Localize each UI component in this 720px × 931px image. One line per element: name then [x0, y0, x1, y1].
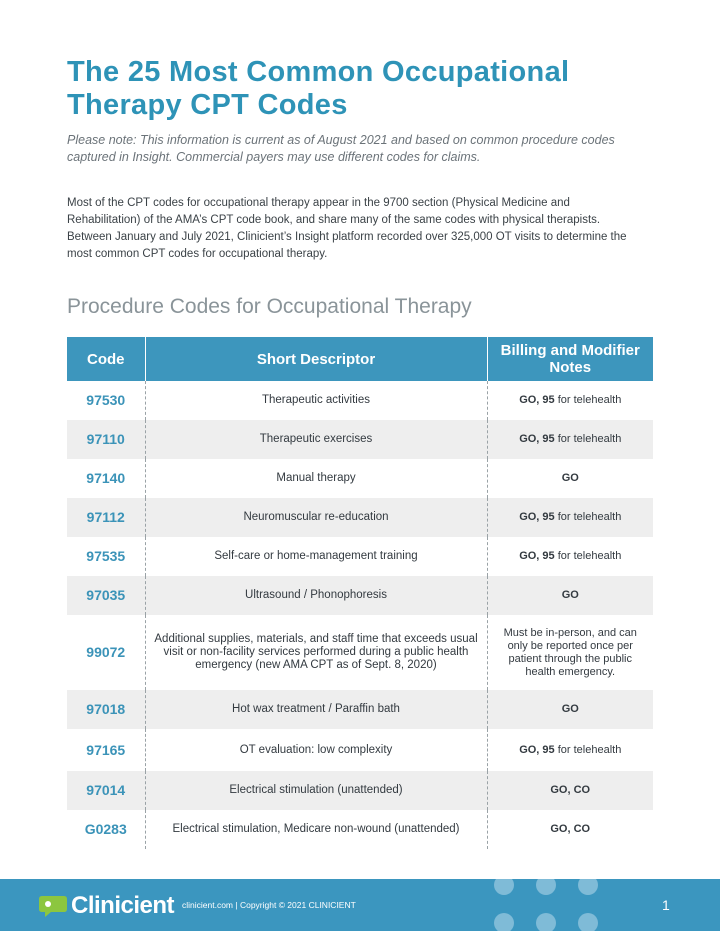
modifier-codes: GO	[561, 472, 579, 484]
cpt-code: 97530	[67, 381, 145, 420]
short-descriptor: Hot wax treatment / Paraffin bath	[145, 690, 487, 729]
table-row	[67, 690, 653, 729]
table-row	[67, 729, 653, 771]
modifier-codes: GO, 95	[519, 394, 555, 406]
short-descriptor: Ultrasound / Phonophoresis	[145, 576, 487, 615]
modifier-codes: GO, CO	[550, 784, 591, 796]
table-row	[67, 420, 653, 459]
section-heading: Procedure Codes for Occupational Therapy	[67, 295, 472, 318]
header-notes: Billing and Modifier Notes	[487, 337, 653, 381]
billing-notes	[487, 729, 653, 771]
footer-bar	[0, 879, 720, 931]
table-header-row	[67, 337, 653, 381]
modifier-note-text: Must be in-person, and can only be reported once per patient through the public health emergency.	[503, 626, 637, 678]
short-descriptor: Neuromuscular re-education	[145, 498, 487, 537]
cpt-code: 97018	[67, 690, 145, 729]
header-code: Code	[67, 337, 145, 381]
cpt-code: 97165	[67, 729, 145, 771]
decoration-dot	[536, 879, 556, 895]
disclaimer-note: Please note: This information is current as of August 2021 and based on common procedure codes captured in Insight. Commercial payers may use different codes for claims.	[67, 133, 615, 164]
modifier-note-text: for telehealth	[554, 743, 622, 756]
billing-notes	[487, 498, 653, 537]
modifier-codes: GO, 95	[519, 433, 555, 445]
short-descriptor: Electrical stimulation, Medicare non-wound (unattended)	[145, 810, 487, 849]
speech-bubble-logo-icon	[38, 894, 68, 918]
billing-notes	[487, 615, 653, 690]
billing-notes	[487, 459, 653, 498]
short-descriptor: Additional supplies, materials, and staff time that exceeds usual visit or non-facility services performed during a public health emergency (new AMA CPT as of Sept. 8, 2020)	[145, 615, 487, 690]
cpt-codes-table	[67, 337, 653, 849]
decoration-dot	[494, 913, 514, 931]
modifier-note-text: for telehealth	[554, 394, 622, 406]
footer-decoration-dots	[490, 879, 620, 931]
table-row	[67, 537, 653, 576]
logo-text: Clinicient	[71, 892, 175, 919]
short-descriptor: Therapeutic exercises	[145, 420, 487, 459]
modifier-codes: GO, 95	[519, 743, 555, 756]
table-body	[67, 381, 653, 849]
cpt-code: 97014	[67, 771, 145, 810]
table-row	[67, 381, 653, 420]
billing-notes	[487, 810, 653, 849]
decoration-dot	[536, 913, 556, 931]
decoration-dot	[578, 879, 598, 895]
short-descriptor: OT evaluation: low complexity	[145, 729, 487, 771]
short-descriptor: Electrical stimulation (unattended)	[145, 771, 487, 810]
cpt-code: 99072	[67, 615, 145, 690]
table-row	[67, 498, 653, 537]
modifier-note-text: for telehealth	[554, 433, 622, 445]
cpt-code: G0283	[67, 810, 145, 849]
footer-copyright: clinicient.com | Copyright © 2021 CLINICIENT	[182, 900, 356, 910]
table-row	[67, 576, 653, 615]
billing-notes	[487, 420, 653, 459]
modifier-codes: GO	[561, 703, 579, 715]
table-row	[67, 615, 653, 690]
billing-notes	[487, 690, 653, 729]
intro-paragraph: Most of the CPT codes for occupational therapy appear in the 9700 section (Physical Medicine and Rehabilitation) of the AMA’s CPT code book, and share many of the same codes with physical therapists. Between January and July 2021, Clinicient’s Insight platform recorded over 325,000 OT visits to determine the most common CPT codes for occupational therapy.	[67, 197, 627, 260]
billing-notes	[487, 576, 653, 615]
short-descriptor: Therapeutic activities	[145, 381, 487, 420]
table-row	[67, 810, 653, 849]
short-descriptor: Self-care or home-management training	[145, 537, 487, 576]
cpt-code: 97535	[67, 537, 145, 576]
modifier-codes: GO	[561, 589, 579, 601]
modifier-codes: GO, 95	[519, 511, 555, 523]
header-descriptor: Short Descriptor	[145, 337, 487, 381]
table-row	[67, 459, 653, 498]
decoration-dot	[578, 913, 598, 931]
billing-notes	[487, 771, 653, 810]
cpt-code: 97110	[67, 420, 145, 459]
short-descriptor: Manual therapy	[145, 459, 487, 498]
cpt-code: 97140	[67, 459, 145, 498]
page-number: 1	[662, 897, 670, 913]
modifier-note-text: for telehealth	[554, 550, 622, 562]
cpt-code: 97035	[67, 576, 145, 615]
page-title: The 25 Most Common Occupational Therapy CPT Codes	[67, 56, 570, 121]
modifier-codes: GO, 95	[519, 550, 555, 562]
clinicient-logo	[38, 893, 174, 919]
decoration-dot	[494, 879, 514, 895]
modifier-codes: GO, CO	[550, 823, 591, 835]
billing-notes	[487, 537, 653, 576]
billing-notes	[487, 381, 653, 420]
modifier-note-text: for telehealth	[554, 511, 622, 523]
cpt-code: 97112	[67, 498, 145, 537]
table-row	[67, 771, 653, 810]
